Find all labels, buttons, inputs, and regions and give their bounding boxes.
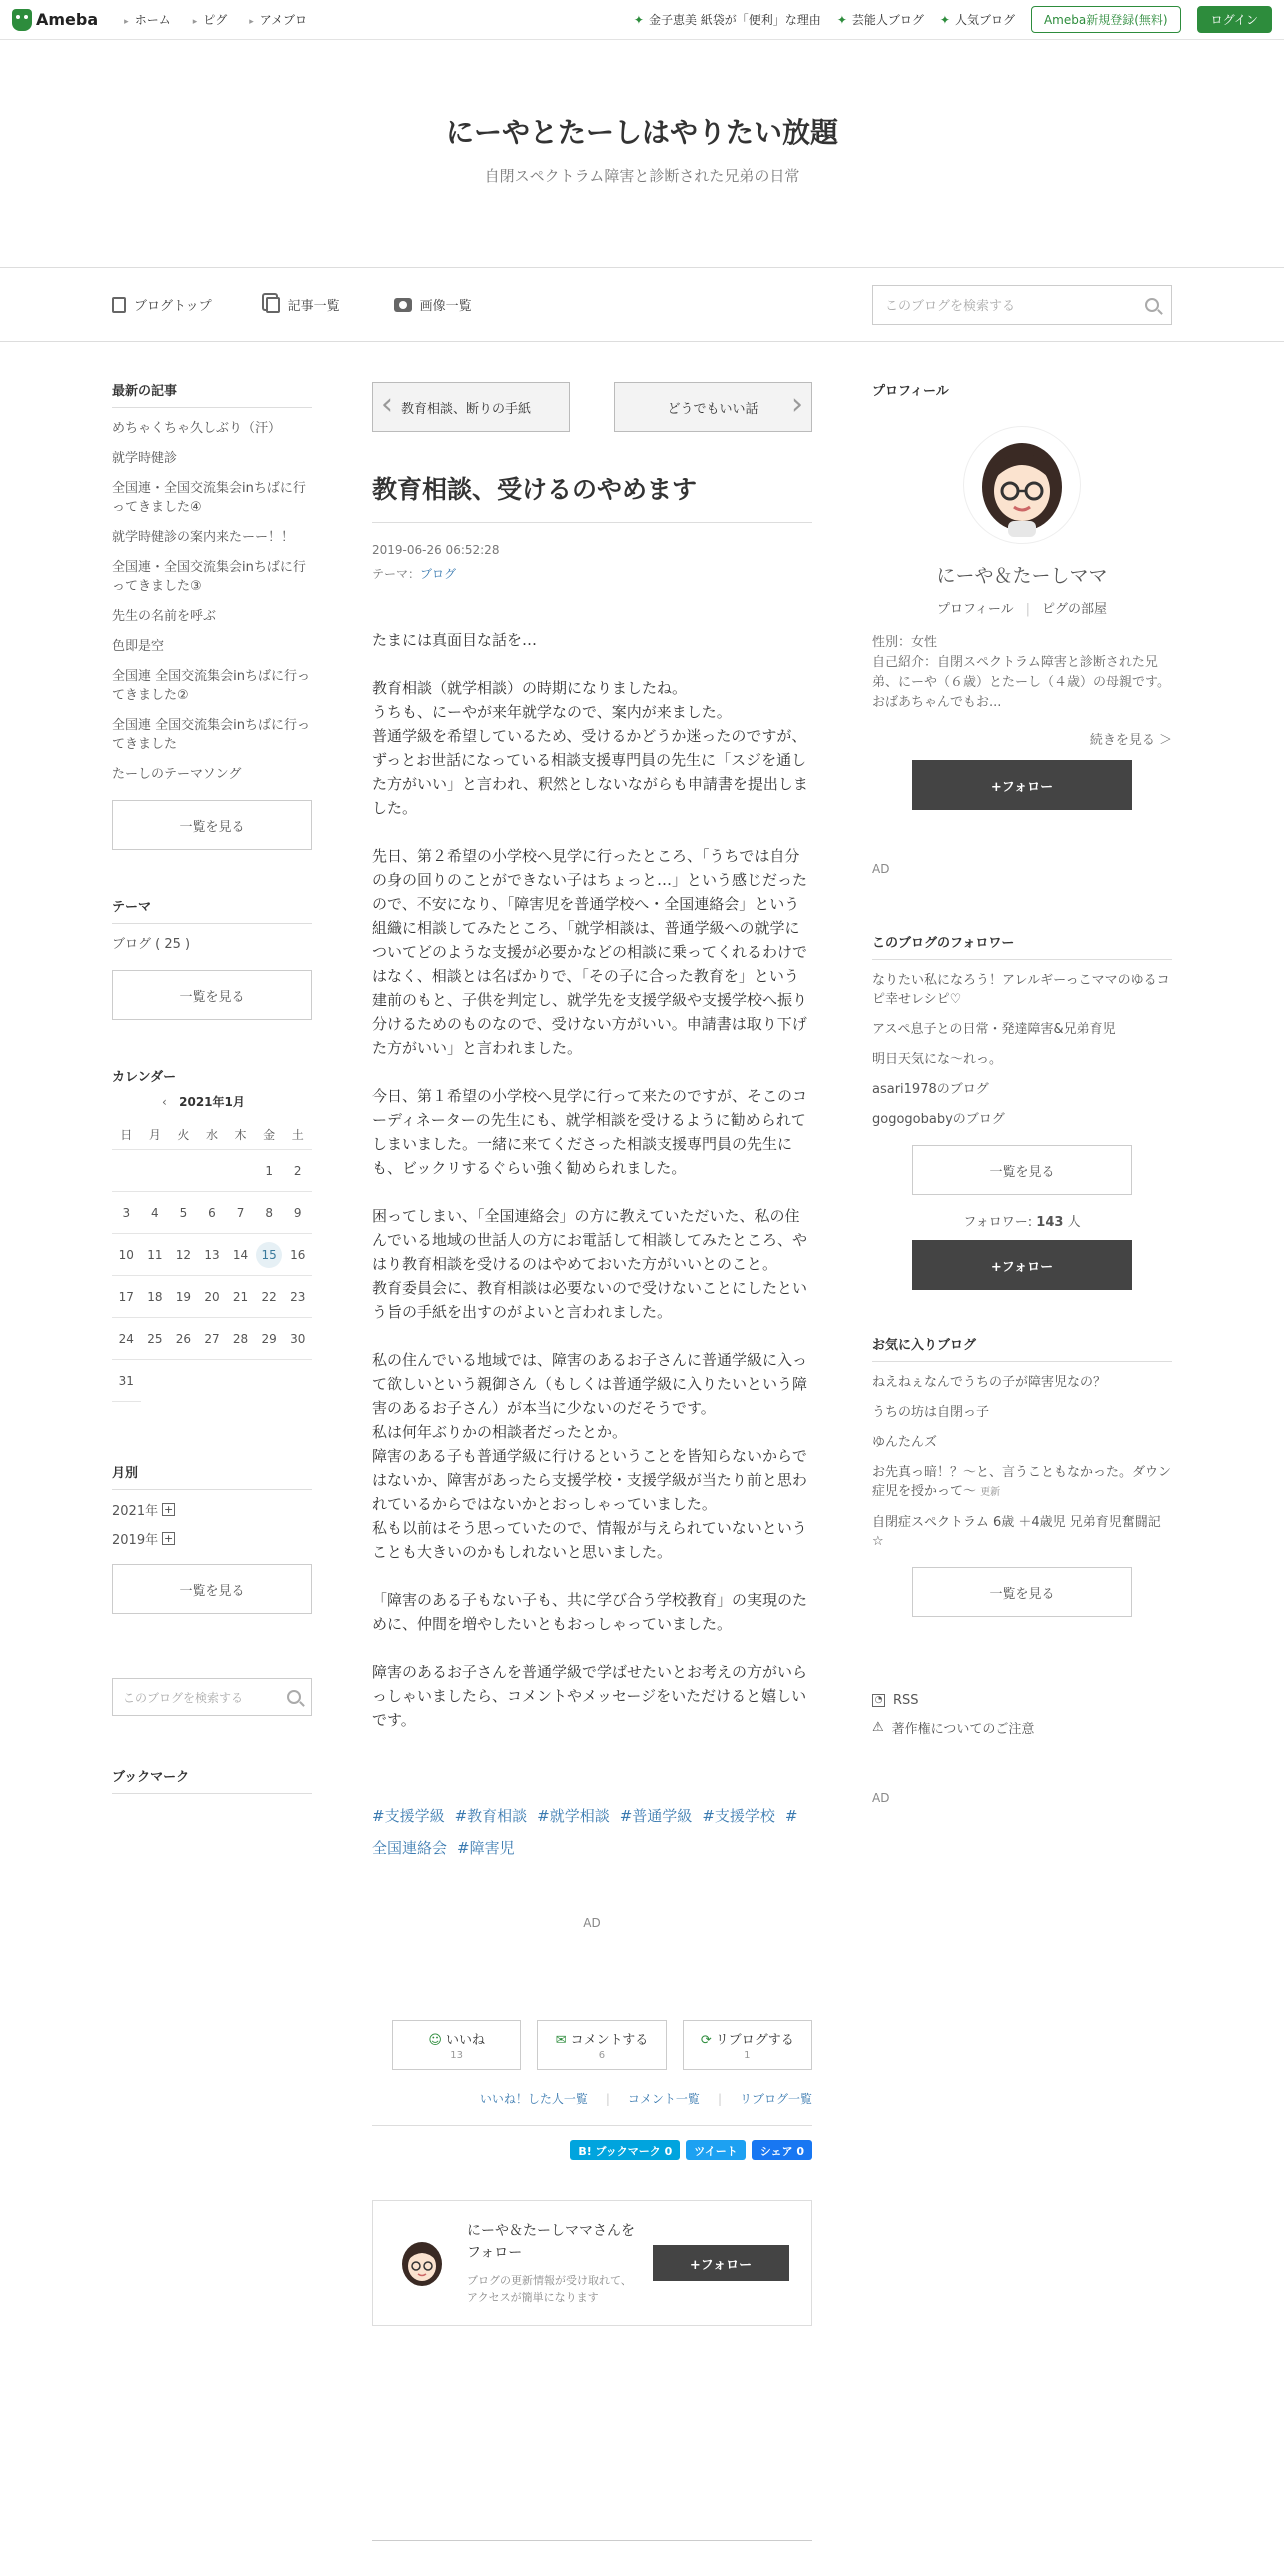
comment-list-link[interactable]: | コメント一覧 <box>606 2090 700 2107</box>
follow-box-name: にーや＆たーしママさんをフォロー <box>467 2223 635 2261</box>
hashtag-link[interactable]: #教育相談 <box>454 1807 528 1825</box>
recent-entries-list <box>112 419 312 784</box>
list-item[interactable]: めちゃくちゃ久しぶり（汗） <box>112 421 282 436</box>
celebrity-blog-link[interactable]: ✦ 芸能人ブログ <box>837 11 924 28</box>
calendar-day[interactable]: 20 <box>198 1276 227 1318</box>
favorites-list <box>872 1373 1172 1551</box>
calendar-day[interactable]: 23 <box>283 1276 312 1318</box>
weekday-label: 水 <box>198 1120 227 1150</box>
calendar-day[interactable]: 25 <box>141 1318 170 1360</box>
calendar-empty <box>112 1150 141 1192</box>
list-item[interactable]: 先生の名前を呼ぶ <box>112 609 217 624</box>
followers-more-button[interactable]: 一覧を見る <box>912 1145 1132 1195</box>
followers-list <box>872 971 1172 1129</box>
share-buttons <box>372 2140 812 2160</box>
like-button[interactable]: ☺ いいね 13 <box>392 2020 521 2070</box>
calendar-empty <box>169 1150 198 1192</box>
warning-icon: ⚠ <box>872 1720 884 1735</box>
theme-more-button[interactable]: 一覧を見る <box>112 970 312 1020</box>
theme-item[interactable]: ブログ ( 25 ) <box>112 937 191 952</box>
calendar-day[interactable]: 13 <box>198 1234 227 1276</box>
expand-plus-icon[interactable]: + <box>163 1503 174 1516</box>
profile-link[interactable]: プロフィール <box>936 602 1014 617</box>
calendar-title: カレンダー <box>112 1070 177 1085</box>
avatar-illustration-icon <box>393 2234 451 2292</box>
calendar-day[interactable]: 31 <box>112 1360 141 1402</box>
topic-link[interactable]: ✦ 金子恵美 紙袋が「便利」な理由 <box>634 11 821 28</box>
calendar-day[interactable]: 14 <box>226 1234 255 1276</box>
continue-link[interactable]: 続きを見る ＞ <box>1089 733 1172 748</box>
calendar-day[interactable]: 22 <box>255 1276 284 1318</box>
profile-intro: 自己紹介：自閉スペクトラム障害と診断された兄弟、にーや（６歳）とたーし（４歳）の母親です。 おばあちゃんでもお... <box>872 655 1170 710</box>
tweet-button[interactable]: ツイート <box>686 2140 745 2160</box>
list-item[interactable]: 明日天気にな～れっ。 <box>872 1052 1003 1067</box>
comment-count: 6 <box>598 2050 606 2061</box>
hashtag-link[interactable]: #障害児 <box>457 1839 515 1857</box>
ad-label: AD <box>872 1791 890 1805</box>
calendar-day[interactable]: 7 <box>226 1192 255 1234</box>
hatena-bookmark-button[interactable]: B! ブックマーク 0 <box>570 2140 680 2160</box>
chevron-left-icon[interactable]: ‹ <box>162 1094 167 1109</box>
calendar-month: 2021年1月 <box>179 1095 245 1109</box>
avatar-illustration-icon <box>964 427 1080 543</box>
recent-entries-title: 最新の記事 <box>112 380 312 408</box>
follow-button[interactable]: +フォロー <box>912 1240 1132 1290</box>
calendar-grid <box>112 1120 312 1402</box>
favorites-title: お気に入りブログ <box>872 1334 1172 1362</box>
calendar-day[interactable]: 9 <box>283 1192 312 1234</box>
login-button[interactable]: ログイン <box>1197 6 1272 33</box>
article-paragraph: 私の住んでいる地域では、障害のあるお子さんに普通学級に入って欲しいという親御さん（もしくは普通学級に入りたいという障害のあるお子さん）が本当に少ないのだそうです。 私は何年ぶりかの相談者だったとか。 障害のある子も普通学級に行けるということを皆知らないからではないか、障害があったら支援学校・支援学級が当たり前と思われているからではないかとおっしゃっていました。 私も以前はそう思っていたので、情報が与えられていないということも大きいのかもしれないと思いました。 <box>372 1351 808 1561</box>
year-2021[interactable]: 2021年 + <box>112 1503 174 1519</box>
list-item[interactable]: asari1978のブログ <box>872 1082 989 1097</box>
followers-title: このブログのフォロワー <box>872 932 1172 960</box>
popular-blog-link[interactable]: ✦ 人気ブログ <box>940 11 1015 28</box>
blog-subtitle: 自閉スペクトラム障害と診断された兄弟の日常 <box>484 167 800 185</box>
weekday-label: 金 <box>255 1120 284 1150</box>
article-meta <box>372 543 812 582</box>
calendar-day[interactable]: 18 <box>141 1276 170 1318</box>
expand-plus-icon[interactable]: + <box>163 1532 174 1545</box>
calendar-day[interactable]: 27 <box>198 1318 227 1360</box>
calendar-empty <box>198 1150 227 1192</box>
rss-link[interactable]: ◔ RSS <box>872 1693 1172 1708</box>
calendar-day[interactable]: 21 <box>226 1276 255 1318</box>
theme-list <box>112 935 312 954</box>
nav-blog-top[interactable]: ブログトップ <box>112 295 212 314</box>
calendar-day[interactable]: 15 <box>255 1234 284 1276</box>
follower-count: フォロワー: 143 人 <box>963 1215 1081 1230</box>
right-sidebar <box>872 380 1172 1805</box>
register-button[interactable]: Ameba新規登録(無料) <box>1031 6 1181 33</box>
year-2019[interactable]: 2019年 + <box>112 1532 174 1548</box>
article-title[interactable]: 教育相談、受けるのやめます <box>372 470 812 523</box>
profile-gender: 性別：女性 <box>872 635 938 650</box>
list-item[interactable]: gogogobabyのブログ <box>872 1112 1005 1127</box>
hashtag-link[interactable]: #全国連絡会 <box>372 1807 798 1857</box>
article-paragraph: 「障害のある子もない子も、共に学び合う学校教育」の実現のために、仲間を増やしたいともおっしゃっていました。 <box>372 1591 808 1633</box>
blog-title[interactable]: にーやとたーしはやりたい放題 <box>445 116 838 149</box>
list-item[interactable]: 全国連 全国交流集会inちばに行ってきました② <box>112 669 310 703</box>
hashtag-list <box>372 1800 812 1864</box>
monthly-more-button[interactable]: 一覧を見る <box>112 1564 312 1614</box>
list-item[interactable]: 就学時健診 <box>112 451 178 466</box>
nav-home[interactable]: ▸ ホーム <box>124 11 171 28</box>
nav-image-list[interactable]: 画像一覧 <box>394 295 472 314</box>
calendar-day[interactable]: 16 <box>283 1234 312 1276</box>
global-header <box>0 0 1284 40</box>
calendar-day[interactable]: 26 <box>169 1318 198 1360</box>
calendar-day[interactable]: 2 <box>283 1150 312 1192</box>
left-sidebar <box>112 380 312 1794</box>
calendar-day[interactable]: 30 <box>283 1318 312 1360</box>
entry-pager <box>372 382 812 432</box>
calendar-header <box>112 1093 312 1110</box>
article-paragraph: 今日、第１希望の小学校へ見学に行って来たのですが、そこのコーディネーターの先生にも、就学相談を受けるように勧められてしまいました。一緒に来てくださった相談支援専門員の先生にも、ビックリするぐらい強く勧められました。 <box>372 1087 808 1177</box>
profile-info <box>872 633 1172 713</box>
list-item[interactable]: ねえねぇなんでうちの子が障害児なの？ <box>872 1375 1107 1390</box>
sidebar-search-input[interactable]: このブログを検索する <box>112 1678 312 1716</box>
list-item[interactable]: ゆんたんズ <box>872 1435 938 1450</box>
hashtag-link[interactable]: #支援学校 <box>702 1807 775 1825</box>
blog-header <box>0 40 1284 268</box>
calendar-day[interactable]: 19 <box>169 1276 198 1318</box>
like-count: 13 <box>450 2050 464 2061</box>
reblog-count: 1 <box>744 2050 751 2061</box>
calendar-day[interactable]: 3 <box>112 1192 141 1234</box>
smile-icon: ☺ <box>428 2033 442 2048</box>
list-item[interactable]: 色即是空 <box>112 639 165 654</box>
profile-links <box>872 598 1172 617</box>
article-body <box>372 628 812 1732</box>
list-item[interactable]: 全国連・全国交流集会inちばに行ってきました④ <box>112 481 306 515</box>
avatar[interactable] <box>393 2234 451 2292</box>
hashtag-link[interactable]: #支援学級 <box>372 1807 445 1825</box>
profile-name[interactable]: にーや＆たーしママ <box>936 565 1108 587</box>
calendar-empty <box>226 1150 255 1192</box>
copyright-link[interactable]: ⚠ 著作権についてのご注意 <box>872 1720 1035 1737</box>
theme-link[interactable]: ブログ <box>420 567 457 581</box>
search-icon[interactable] <box>287 1690 301 1704</box>
prev-entry-button[interactable]: ‹ 教育相談、断りの手紙 <box>372 382 570 432</box>
article-paragraph: 困ってしまい、「全国連絡会」の方に教えていただいた、私の住んでいる地域の世話人の方にお電話して相談してみたところ、やはり教育相談を受けるのはやめておいた方がいいとのこと。 教育委員会に、教育相談は必要ないので受けないことにしたという旨の手紙を出すのがよいと言われました。 <box>372 1207 808 1321</box>
list-item[interactable]: たーしのテーマソング <box>112 767 242 782</box>
follow-box <box>372 2200 812 2326</box>
calendar-day[interactable]: 17 <box>112 1276 141 1318</box>
follow-button[interactable]: +フォロー <box>653 2245 789 2281</box>
global-nav <box>124 11 307 28</box>
monthly-title: 月別 <box>112 1462 312 1490</box>
weekday-label: 日 <box>112 1120 141 1150</box>
profile-title: プロフィール <box>872 384 949 399</box>
ad-label: AD <box>583 1916 601 1930</box>
ad-label: AD <box>872 862 890 876</box>
list-item[interactable]: 自閉症スペクトラム 6歳 ＋4歳児 兄弟育児奮闘記☆ <box>872 1515 1161 1549</box>
calendar-day[interactable]: 6 <box>198 1192 227 1234</box>
calendar-day[interactable]: 5 <box>169 1192 198 1234</box>
pigg-room-link[interactable]: | ピグの部屋 <box>1026 598 1107 617</box>
hashtag-link[interactable]: #普通学級 <box>619 1807 693 1825</box>
list-item[interactable]: アスペ息子との日常・発達障害&兄弟育児 <box>872 1022 1116 1037</box>
theme-title: テーマ <box>112 896 312 924</box>
article-paragraph: たまには真面目な話を… <box>372 631 538 649</box>
calendar-empty <box>141 1150 170 1192</box>
recent-more-button[interactable]: 一覧を見る <box>112 800 312 850</box>
ameba-logo-icon <box>12 9 32 31</box>
avatar[interactable] <box>964 427 1080 543</box>
rss-icon: ◔ <box>872 1694 885 1707</box>
article-theme: テーマ：ブログ <box>372 567 457 581</box>
follow-button[interactable]: +フォロー <box>912 760 1132 810</box>
article-paragraph: 障害のあるお子さんを普通学級で学ばせたいとお考えの方がいらっしゃいましたら、コメントやメッセージをいただけると嬉しいです。 <box>372 1663 808 1729</box>
list-item[interactable]: 就学時健診の案内来たーー！！ <box>112 530 295 545</box>
list-item[interactable]: 全国連 全国交流集会inちばに行ってきました <box>112 718 310 752</box>
updated-badge: 更新 <box>980 1487 1001 1498</box>
camera-icon <box>394 298 412 312</box>
comment-button[interactable]: ✉ コメントする 6 <box>537 2020 666 2070</box>
calendar-day[interactable]: 12 <box>169 1234 198 1276</box>
copy-icon <box>266 297 280 313</box>
blog-search-input[interactable]: このブログを検索する <box>872 285 1172 325</box>
calendar-day[interactable]: 11 <box>141 1234 170 1276</box>
article-paragraph: 先日、第２希望の小学校へ見学に行ったところ、「うちでは自分の身の回りのことができない子はちょっと…」という感じだったので、不安になり、「障害児を普通学校へ・全国連絡会」という組織に相談してみたところ、「就学相談は、普通学級への就学についてどのような支援が必要かなどの相談に乗ってくれるわけではなく、相談とは名ばかりで、「その子に合った教育を」という建前のもと、子供を判定し、就学先を支援学級や支援学校へ振り分けるためのものなので、受けない方がいい。申請書は取り下げた方がいい」と言われました。 <box>372 847 808 1057</box>
calendar-day[interactable]: 10 <box>112 1234 141 1276</box>
article <box>372 382 812 2326</box>
calendar-day[interactable]: 4 <box>141 1192 170 1234</box>
calendar-day[interactable]: 29 <box>255 1318 284 1360</box>
weekday-label: 土 <box>283 1120 312 1150</box>
reblog-button[interactable]: ⟳ リブログする 1 <box>683 2020 812 2070</box>
calendar-day[interactable]: 28 <box>226 1318 255 1360</box>
reaction-buttons <box>392 2020 812 2070</box>
divider <box>372 2540 812 2541</box>
calendar-day[interactable]: 1 <box>255 1150 284 1192</box>
list-item[interactable]: なりたい私になろう！アレルギーっこママのゆるコピ幸せレシピ♡ <box>872 973 1170 1007</box>
next-entry-button[interactable]: どうでもいい話 › <box>614 382 812 432</box>
reaction-list-links <box>372 2090 812 2126</box>
reblog-icon: ⟳ <box>700 2033 712 2048</box>
like-list-link[interactable]: いいね！した人一覧 <box>479 2092 588 2106</box>
bookmark-title: ブックマーク <box>112 1766 312 1794</box>
article-paragraph: 教育相談（就学相談）の時期になりましたね。 うちも、にーやが来年就学なので、案内が来ました。 普通学級を希望しているため、受けるかどうか迷ったのですが、ずっとお世話になっている相談支援専門員の先生に「スジを通した方がいい」と言われ、釈然としないながらも申請書を提出しました。 <box>372 679 808 817</box>
list-item[interactable]: お先真っ暗！？～と、言うこともなかった。ダウン症児を授かって～ 更新 <box>872 1465 1172 1499</box>
weekday-label: 木 <box>226 1120 255 1150</box>
nav-entry-list[interactable]: 記事一覧 <box>266 295 340 314</box>
facebook-share-button[interactable]: シェア 0 <box>752 2140 812 2160</box>
weekday-label: 火 <box>169 1120 198 1150</box>
hashtag-link[interactable]: #就学相談 <box>537 1807 610 1825</box>
nav-ameblo[interactable]: ▸ アメブロ <box>249 11 307 28</box>
list-item[interactable]: 全国連・全国交流集会inちばに行ってきました③ <box>112 560 306 594</box>
follow-box-sub: ブログの更新情報が受け取れて、アクセスが簡単になります <box>467 2274 632 2304</box>
favorites-more-button[interactable]: 一覧を見る <box>912 1567 1132 1617</box>
search-icon[interactable] <box>1145 298 1159 312</box>
blog-nav <box>0 268 1284 342</box>
article-date: 2019-06-26 06:52:28 <box>372 543 500 557</box>
calendar-day[interactable]: 8 <box>255 1192 284 1234</box>
weekday-label: 月 <box>141 1120 170 1150</box>
document-icon <box>112 297 126 313</box>
calendar-day[interactable]: 24 <box>112 1318 141 1360</box>
comment-icon: ✉ <box>555 2033 567 2048</box>
ameba-logo[interactable]: Ameba <box>12 9 98 31</box>
reblog-list-link[interactable]: | リブログ一覧 <box>718 2090 812 2107</box>
nav-pigg[interactable]: ▸ ピグ <box>193 11 228 28</box>
list-item[interactable]: うちの坊は自閉っ子 <box>872 1405 990 1420</box>
